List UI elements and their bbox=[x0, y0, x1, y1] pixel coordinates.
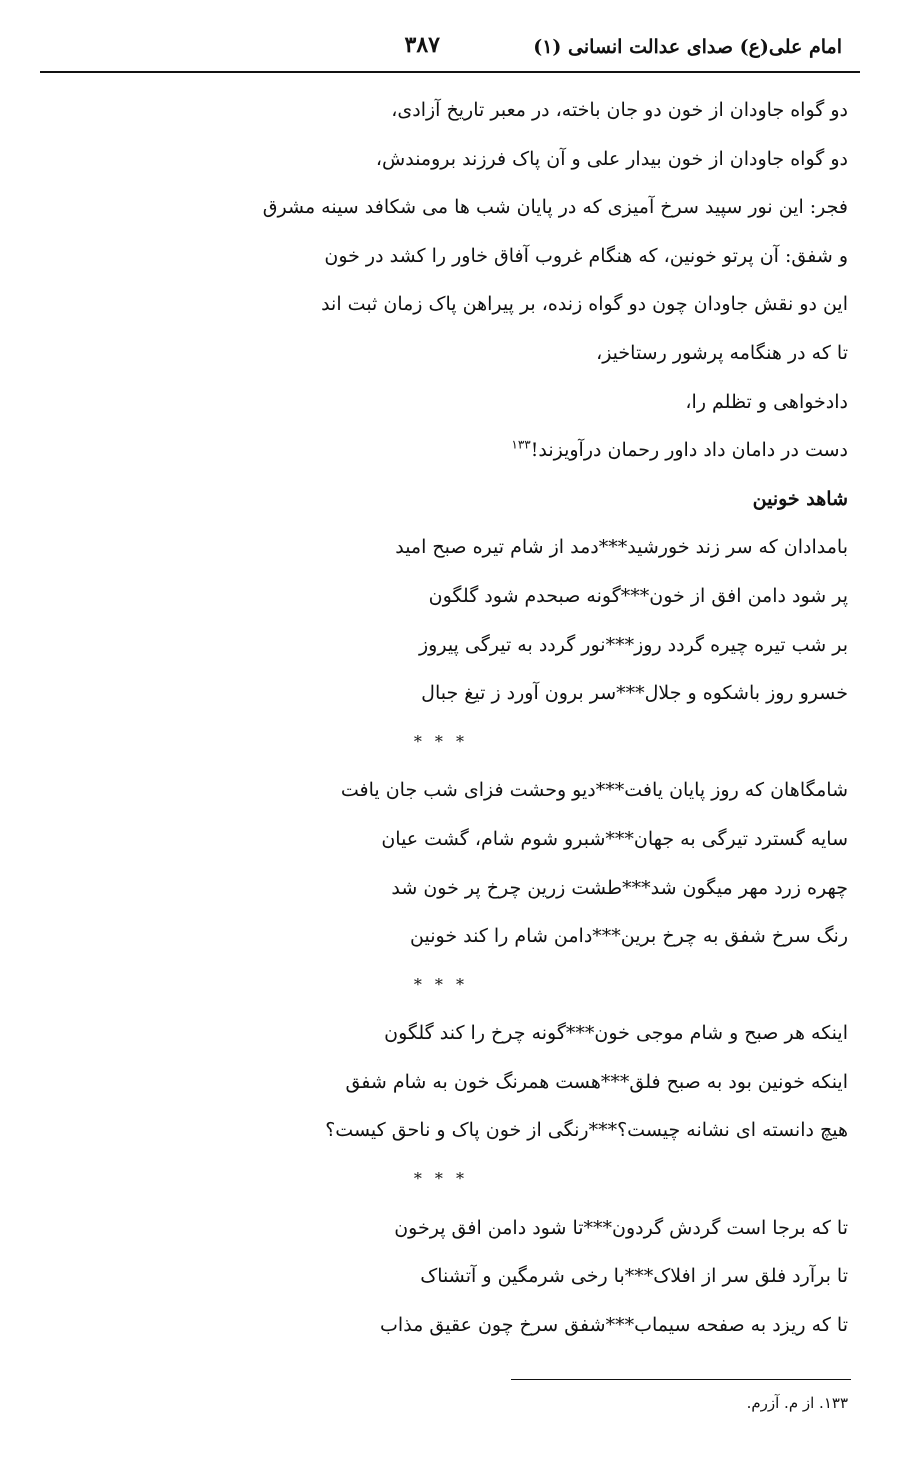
text-line: دست در دامان داد داور رحمان درآویزند! bbox=[530, 439, 848, 462]
verse-line: رنگ سرخ شفق به چرخ برین***دامن شام را کند خونین bbox=[410, 925, 848, 948]
text-line: دو گواه جاودان از خون دو جان باخته، در معبر تاریخ آزادی، bbox=[391, 99, 848, 121]
footnote-rule bbox=[511, 1379, 851, 1380]
section-heading: شاهد خونین bbox=[752, 487, 848, 510]
verse-line: هیچ دانسته ای نشانه چیست؟***رنگی از خون پاک و ناحق کیست؟ bbox=[325, 1119, 848, 1142]
text-line: دو گواه جاودان از خون بیدار علی و آن پاک فرزند برومندش، bbox=[375, 147, 848, 170]
stanza-separator: * * * bbox=[413, 1169, 468, 1189]
text-line: فجر: این نور سپید سرخ آمیزی که در پایان شب ها می شکافد سینه مشرق bbox=[262, 196, 848, 219]
verse-line: تا برآرد فلق سر از افلاک***با رخی شرمگین و آتشناک bbox=[420, 1265, 848, 1288]
body-text bbox=[188, 86, 848, 1349]
verse-line: شامگاهان که روز پایان یافت***دیو وحشت فزای شب جان یافت bbox=[340, 779, 848, 802]
header-rule bbox=[40, 71, 860, 73]
footnote-reference[interactable]: ۱۳۳ bbox=[511, 437, 531, 452]
stanza-separator: * * * bbox=[413, 731, 468, 751]
verse-line: بامدادان که سر زند خورشید***دمد از شام تیره صبح امید bbox=[395, 536, 848, 559]
verse-line: تا که برجا است گردش گردون***تا شود دامن افق پرخون bbox=[394, 1216, 848, 1239]
text-line: تا که در هنگامه پرشور رستاخیز، bbox=[596, 341, 848, 364]
text-line: و شفق: آن پرتو خونین، که هنگام غروب آفاق خاور را کشد در خون bbox=[324, 244, 848, 267]
page-number: ۳۸۷ bbox=[404, 32, 440, 58]
text-line: دادخواهی و تظلم را، bbox=[685, 390, 848, 413]
verse-line: سایه گسترد تیرگی به جهان***شبرو شوم شام، گشت عیان bbox=[381, 827, 848, 850]
verse-line: بر شب تیره چیره گردد روز***نور گردد به تیرگی پیروز bbox=[418, 633, 848, 656]
verse-line: تا که ریزد به صفحه سیماب***شفق سرخ چون عقیق مذاب bbox=[380, 1313, 848, 1336]
verse-line: خسرو روز باشکوه و جلال***سر برون آورد ز تیغ جبال bbox=[421, 682, 848, 705]
page-header bbox=[40, 30, 860, 70]
verse-line: پر شود دامن افق از خون***گونه صبحدم شود گلگون bbox=[428, 584, 848, 607]
text-line-with-footnote bbox=[188, 426, 848, 475]
verse-line: اینکه خونین بود به صبح فلق***هست همرنگ خون به شام شفق bbox=[345, 1070, 848, 1093]
text-line: این دو نقش جاودان چون دو گواه زنده، بر پیراهن پاک زمان ثبت اند bbox=[321, 293, 848, 316]
stanza-separator: * * * bbox=[413, 974, 468, 994]
running-title: امام علی(ع) صدای عدالت انسانی (۱) bbox=[533, 36, 842, 58]
footnote: ۱۳۳. از م. آزرم. bbox=[746, 1394, 848, 1412]
verse-line: اینکه هر صبح و شام موجی خون***گونه چرخ را کند گلگون bbox=[384, 1022, 848, 1045]
verse-line: چهره زرد مهر میگون شد***طشت زرین چرخ پر خون شد bbox=[391, 876, 848, 899]
